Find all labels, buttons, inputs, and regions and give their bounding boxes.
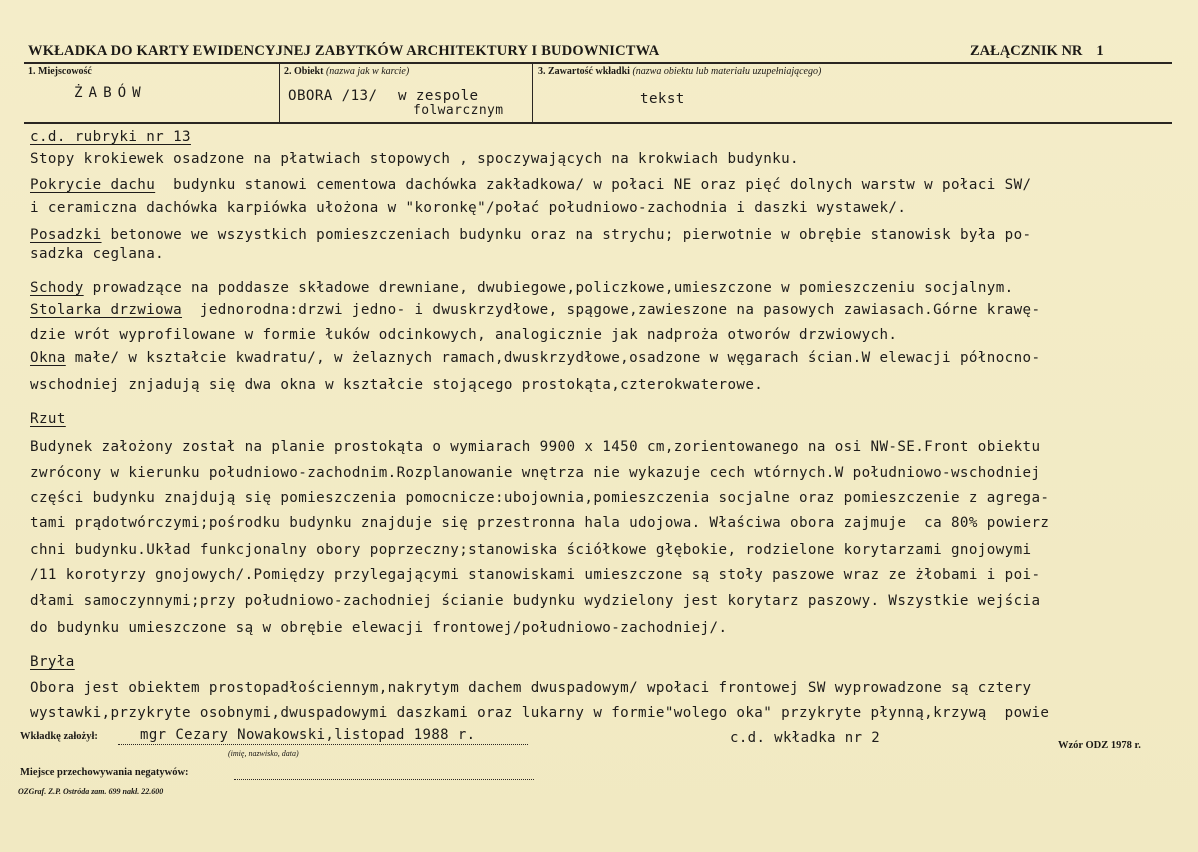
card-title: WKŁADKA DO KARTY EWIDENCYJNEJ ZABYTKÓW ARCHITEKTURY I BUDOWNICTWA [28, 43, 660, 59]
body-line: części budynku znajdują się pomieszczenia pomocnicze:ubojownia,pomieszczenia socjalne oraz pomieszczenie z agrega- [30, 490, 1050, 506]
storage-dotted-line [234, 779, 534, 780]
section-heading-roofing: Pokrycie dachu [30, 177, 156, 193]
section-heading-windows: Okna [30, 350, 66, 366]
field-2-value-c: folwarcznym [413, 103, 504, 118]
field-2-label [284, 66, 409, 77]
fields-divider-1 [279, 62, 280, 122]
annex-number-value: 1 [1096, 43, 1104, 59]
header-rule [24, 62, 1172, 64]
body-line [30, 177, 1031, 193]
body-line: tami prądotwórczymi;pośrodku budynku znajduje się przestronna hala udojowa. Właściwa obora zajmuje ca 80% powierz [30, 515, 1050, 531]
body-line: Obora jest obiektem prostopadłościennym,nakrytym dachem dwuspadowym/ wpołaci frontowej SW wyprowadzone są cztery [30, 680, 1032, 696]
fields-bottom-rule [24, 122, 1172, 124]
body-line-text: prowadzące na poddasze składowe drewniane, dwubiegowe,policzkowe,umieszczone w pomieszczeniu socjalnym. [83, 280, 1014, 296]
annex-number [970, 43, 1104, 60]
body-line: wystawki,przykryte osobnymi,dwuspadowymi daszkami oraz lukarny w formie"wolego oka" przykryte płynną,krzywą powie [30, 705, 1050, 721]
form-id: Wzór ODZ 1978 r. [1058, 740, 1141, 751]
field-3-label [538, 66, 821, 77]
field-1-value: ŻABÓW [74, 85, 147, 101]
body-line-text: budynku stanowi cementowa dachówka zakładkowa/ w połaci NE oraz pięć dolnych warstw w połaci SW/ [155, 177, 1032, 193]
body-line-text: małe/ w kształcie kwadratu/, w żelaznych ramach,dwuskrzydłowe,osadzone w węgarach ścian.W elewacji północno- [65, 350, 1041, 366]
body-line [30, 302, 1040, 318]
section-heading-massing: Bryła [30, 654, 75, 670]
section-heading-stairs: Schody [30, 280, 84, 296]
annex-label: ZAŁĄCZNIK NR [970, 43, 1083, 59]
field-1-label: 1. Miejscowość [28, 66, 92, 77]
printer-info: OZGraf. Z.P. Ostróda zam. 699 nakł. 22.600 [18, 787, 164, 796]
field-2-value-a: OBORA /13/ [288, 88, 378, 104]
author-dotted-line [118, 744, 528, 745]
body-line: dłami samoczynnymi;przy południowo-zachodniej ścianie budynku wydzielony jest korytarz paszowy. Wszystkie wejścia [30, 593, 1041, 609]
body-line: zwrócony w kierunku południowo-zachodnim.Rozplanowanie wnętrza nie wykazuje cech wtórnych.W południowo-wschodniej [30, 465, 1041, 481]
author-value: mgr Cezary Nowakowski,listopad 1988 r. [140, 727, 476, 743]
field-2-value-b: w zespole [398, 88, 479, 104]
section-heading-doors: Stolarka drzwiowa [30, 302, 183, 318]
body-line [30, 227, 1031, 243]
body-line: do budynku umieszczone są w obrębie elewacji frontowej/południowo-zachodniej/. [30, 620, 728, 636]
section-heading-plan: Rzut [30, 411, 66, 427]
body-line [30, 350, 1040, 366]
field-3-value: tekst [640, 91, 685, 107]
field-3-label-hint: (nazwa obiektu lub materiału uzupełniającego) [632, 66, 822, 77]
body-line [30, 280, 1014, 296]
body-line-text: jednorodna:drzwi jedno- i dwuskrzydłowe, spągowe,zawieszone na pasowych zawiasach.Górne krawę- [182, 302, 1041, 318]
author-label: Wkładkę założył: [20, 731, 98, 742]
field-2-label-text: 2. Obiekt [284, 66, 324, 77]
field-3-label-text: 3. Zawartość wkładki [538, 66, 630, 77]
fields-divider-2 [532, 62, 533, 122]
section-heading-floors: Posadzki [30, 227, 102, 243]
body-line: /11 korotyrzy gnojowych/.Pomiędzy przylegającymi stanowiskami umieszczone są stoły paszowe wraz ze żłobami i poi- [30, 567, 1041, 583]
body-line: wschodniej znjadują się dwa okna w kształcie stojącego prostokąta,czterokwaterowe. [30, 377, 764, 393]
body-line: chni budynku.Układ funkcjonalny obory poprzeczny;stanowiska ściółkowe głębokie, rodzielone korytarzami gnojowymi [30, 542, 1032, 558]
storage-label: Miejsce przechowywania negatywów: [20, 767, 189, 778]
body-line: sadzka ceglana. [30, 246, 165, 262]
section-heading-continued: c.d. rubryki nr 13 [30, 129, 191, 145]
field-2-label-hint: (nazwa jak w karcie) [325, 66, 410, 77]
body-line: Stopy krokiewek osadzone na płatwiach stopowych , spoczywających na krokwiach budynku. [30, 151, 799, 167]
body-line-text: betonowe we wszystkich pomieszczeniach budynku oraz na strychu; pierwotnie w obrębie stanowisk była po- [101, 227, 1032, 243]
body-line: Budynek założony został na planie prostokąta o wymiarach 9900 x 1450 cm,zorientowanego na osi NW-SE.Front obiektu [30, 439, 1041, 455]
continuation-note: c.d. wkładka nr 2 [730, 730, 881, 746]
body-line: i ceramiczna dachówka karpiówka ułożona w "koronkę"/połać południowo-zachodnia i daszki wystawek/. [30, 200, 907, 216]
body-line: dzie wrót wyprofilowane w formie łuków odcinkowych, analogicznie jak nadproża otworów drzwiowych. [30, 327, 898, 343]
author-hint: (imię, nazwisko, data) [228, 749, 299, 758]
